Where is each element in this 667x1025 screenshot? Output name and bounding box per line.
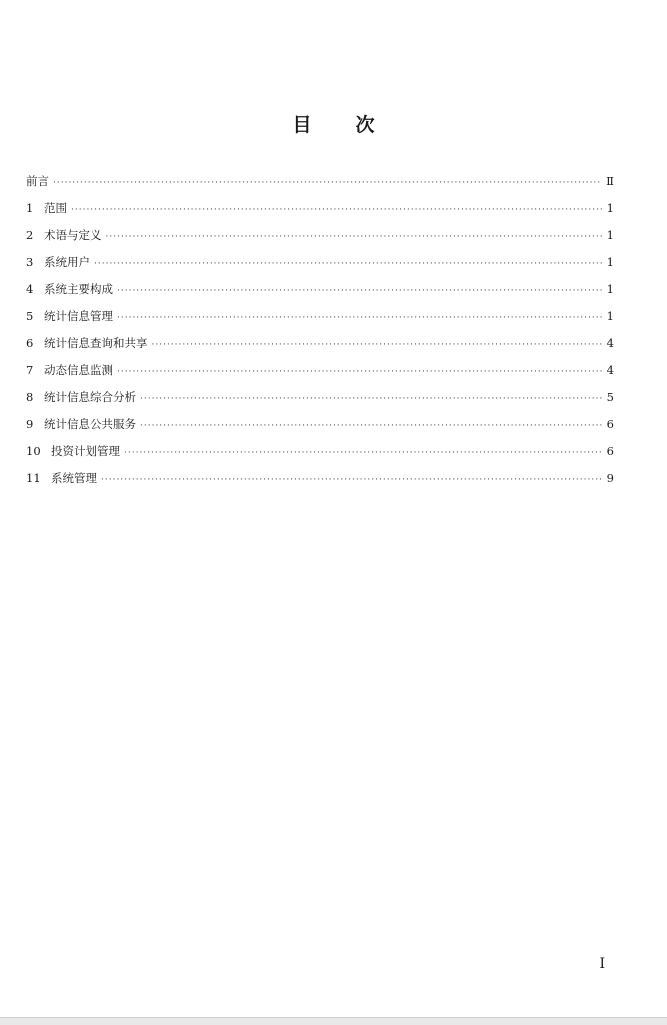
toc-entry-page: 9 bbox=[606, 471, 614, 485]
toc-entry-number: 1 bbox=[26, 201, 34, 215]
toc-entry-foreword[interactable] bbox=[26, 172, 614, 199]
toc-entry-7[interactable] bbox=[26, 361, 614, 388]
toc-entry-label: 系统管理 bbox=[51, 471, 97, 485]
toc-entry-label: 范围 bbox=[44, 201, 67, 215]
toc-entry-page: 1 bbox=[606, 282, 614, 296]
toc-entry-8[interactable] bbox=[26, 388, 614, 415]
toc-entry-page: 1 bbox=[606, 228, 614, 242]
toc-entry-number: 2 bbox=[26, 228, 34, 242]
toc-leader-dots bbox=[117, 363, 603, 381]
toc-entry-page: 1 bbox=[606, 255, 614, 269]
page-number: I bbox=[599, 956, 605, 972]
toc-entry-4[interactable] bbox=[26, 280, 614, 307]
toc-leader-dots bbox=[101, 471, 603, 489]
toc-entry-3[interactable] bbox=[26, 253, 614, 280]
toc-entry-label: 系统用户 bbox=[44, 255, 90, 269]
toc-entry-label: 术语与定义 bbox=[44, 228, 102, 242]
toc-leader-dots bbox=[53, 174, 602, 192]
toc-leader-dots bbox=[117, 282, 603, 300]
toc-entry-number: 6 bbox=[26, 336, 34, 350]
toc-entry-number: 9 bbox=[26, 417, 34, 431]
toc-entry-number: 7 bbox=[26, 363, 34, 377]
toc-leader-dots bbox=[106, 228, 603, 246]
toc-entry-page: 6 bbox=[606, 417, 614, 431]
toc-leader-dots bbox=[140, 390, 603, 408]
toc-entry-number: 3 bbox=[26, 255, 34, 269]
toc-entry-number: 10 bbox=[26, 444, 41, 458]
toc-entry-label: 统计信息公共服务 bbox=[44, 417, 136, 431]
toc-entry-label: 统计信息查询和共享 bbox=[44, 336, 148, 350]
toc-entry-label: 前言 bbox=[26, 174, 49, 188]
toc-entry-5[interactable] bbox=[26, 307, 614, 334]
table-of-contents bbox=[26, 172, 614, 496]
toc-entry-label: 系统主要构成 bbox=[44, 282, 113, 296]
toc-leader-dots bbox=[117, 309, 603, 327]
toc-entry-number: 11 bbox=[26, 471, 41, 485]
toc-entry-11[interactable] bbox=[26, 469, 614, 496]
toc-entry-page: Ⅱ bbox=[606, 174, 614, 188]
toc-entry-number: 5 bbox=[26, 309, 34, 323]
toc-entry-page: 6 bbox=[606, 444, 614, 458]
toc-entry-page: 4 bbox=[606, 336, 614, 350]
toc-entry-label: 投资计划管理 bbox=[51, 444, 120, 458]
toc-entry-1[interactable] bbox=[26, 199, 614, 226]
toc-entry-page: 5 bbox=[606, 390, 614, 404]
toc-entry-label: 统计信息管理 bbox=[44, 309, 113, 323]
toc-entry-number: 4 bbox=[26, 282, 34, 296]
toc-entry-10[interactable] bbox=[26, 442, 614, 469]
toc-leader-dots bbox=[124, 444, 603, 462]
toc-entry-label: 统计信息综合分析 bbox=[44, 390, 136, 404]
page-title bbox=[0, 110, 667, 137]
toc-leader-dots bbox=[140, 417, 603, 435]
toc-entry-2[interactable] bbox=[26, 226, 614, 253]
toc-entry-number: 8 bbox=[26, 390, 34, 404]
toc-entry-page: 4 bbox=[606, 363, 614, 377]
toc-entry-page: 1 bbox=[606, 201, 614, 215]
toc-leader-dots bbox=[152, 336, 603, 354]
toc-entry-page: 1 bbox=[606, 309, 614, 323]
title-char-2: 次 bbox=[355, 114, 375, 136]
toc-entry-6[interactable] bbox=[26, 334, 614, 361]
toc-entry-label: 动态信息监测 bbox=[44, 363, 113, 377]
toc-leader-dots bbox=[94, 255, 603, 273]
title-char-1: 目 bbox=[292, 114, 312, 136]
toc-entry-9[interactable] bbox=[26, 415, 614, 442]
toc-leader-dots bbox=[71, 201, 603, 219]
